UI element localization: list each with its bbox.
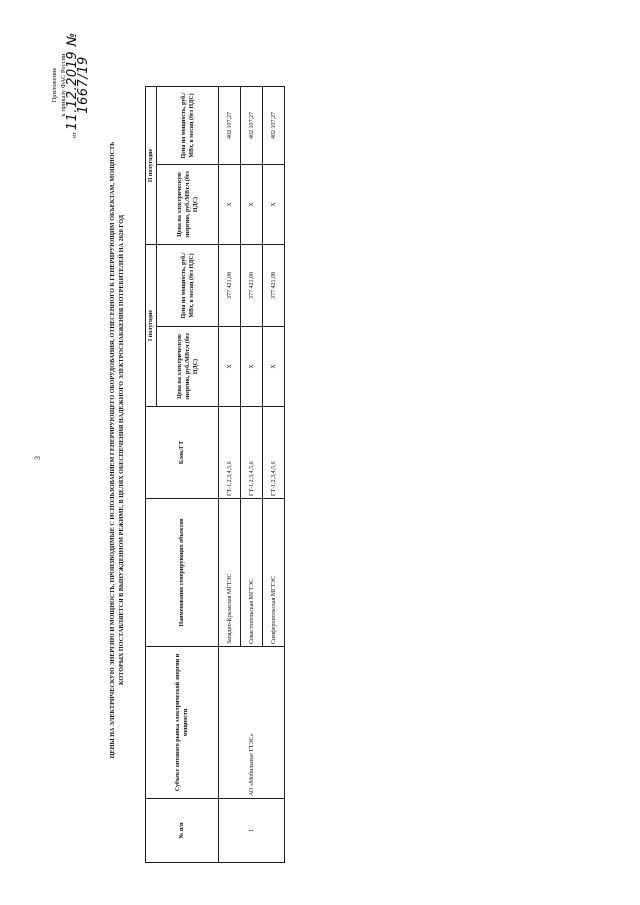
prices-table <box>145 86 285 863</box>
table-row <box>219 87 241 863</box>
header-half2: II полугодие <box>146 87 157 245</box>
power-price-h1: 377 421,08 <box>263 245 285 327</box>
energy-price-h1: Х <box>263 327 285 407</box>
header-num: № п/п <box>146 799 219 863</box>
header-energy-price-h2: Цена на электрическую энергию, руб./МВт.ч (без НДС) <box>157 165 219 245</box>
object-name: Симферопольская МГТЭС <box>263 499 285 647</box>
header-energy-price-h1: Цена на электрическую энергию, руб./МВт.ч (без НДС) <box>157 327 219 407</box>
energy-price-h2: Х <box>219 165 241 245</box>
energy-price-h2: Х <box>263 165 285 245</box>
title-line-2: КОТОРЫХ ПОСТАВЛЯЕТСЯ В ВЫНУЖДЕННОМ РЕЖИМЕ, В ЦЕЛЯХ ОБЕСПЕЧЕНИЯ НАДЕЖНОГО ЭЛЕКТРОСНАБЖЕНИЯ ПОТРЕБИТЕЛЕЙ НА 2020 ГОД <box>118 215 125 685</box>
power-price-h2: 402 107,27 <box>219 87 241 165</box>
appendix-order: к приказу ФАС России <box>60 53 67 117</box>
object-name: Западно-Крымская МГТЭС <box>219 499 241 647</box>
power-price-h1: 377 421,08 <box>241 245 263 327</box>
power-price-h1: 377 421,08 <box>219 245 241 327</box>
power-price-h2: 402 107,27 <box>263 87 285 165</box>
block-name: ГТ-1,2,3,4,5,6 <box>241 407 263 499</box>
appendix-date-prefix: от <box>71 131 78 138</box>
appendix-block <box>50 10 90 160</box>
handwritten-date-number: 11.12.2019 № 1667/19 <box>65 32 91 131</box>
header-object: Наименование генерирующих объектов <box>146 499 219 647</box>
appendix-date-line <box>65 10 91 160</box>
document-title <box>108 20 126 880</box>
header-subject: Субъект оптового рынка электрической энергии и мощности <box>146 647 219 799</box>
title-line-1: ЦЕНЫ НА ЭЛЕКТРИЧЕСКУЮ ЭНЕРГИЮ И МОЩНОСТЬ, ПРОИЗВОДИМЫЕ С ИСПОЛЬЗОВАНИЕМ ГЕНЕРИРУЮЩЕГО ОБОРУДОВАНИЯ, ОТНЕСЕННОГО К ГЕНЕРИРУЮЩИМ ОБЪЕКТАМ, МОЩНОСТЬ <box>109 141 116 759</box>
page-number: 3 <box>33 456 42 460</box>
header-block: Блок/ГТ <box>146 407 219 499</box>
energy-price-h2: Х <box>241 165 263 245</box>
block-name: ГТ-1,2,3,4,5,6 <box>219 407 241 499</box>
energy-price-h1: Х <box>219 327 241 407</box>
object-name: Севастопольская МГТЭС <box>241 499 263 647</box>
header-power-price-h2: Цена на мощность, руб./МВт, в месяц (без НДС) <box>157 87 219 165</box>
block-name: ГТ-1,2,3,4,5,6 <box>263 407 285 499</box>
power-price-h2: 402 107,27 <box>241 87 263 165</box>
row-number: 1 <box>219 799 285 863</box>
header-half1: I полугодие <box>146 245 157 407</box>
subject-name: АО «Мобильные ГТЭС» <box>219 647 285 799</box>
energy-price-h1: Х <box>241 327 263 407</box>
header-row-1 <box>146 87 157 863</box>
appendix-title: Приложение <box>51 67 58 103</box>
header-power-price-h1: Цена на мощность, руб./МВт, в месяц (без НДС) <box>157 245 219 327</box>
